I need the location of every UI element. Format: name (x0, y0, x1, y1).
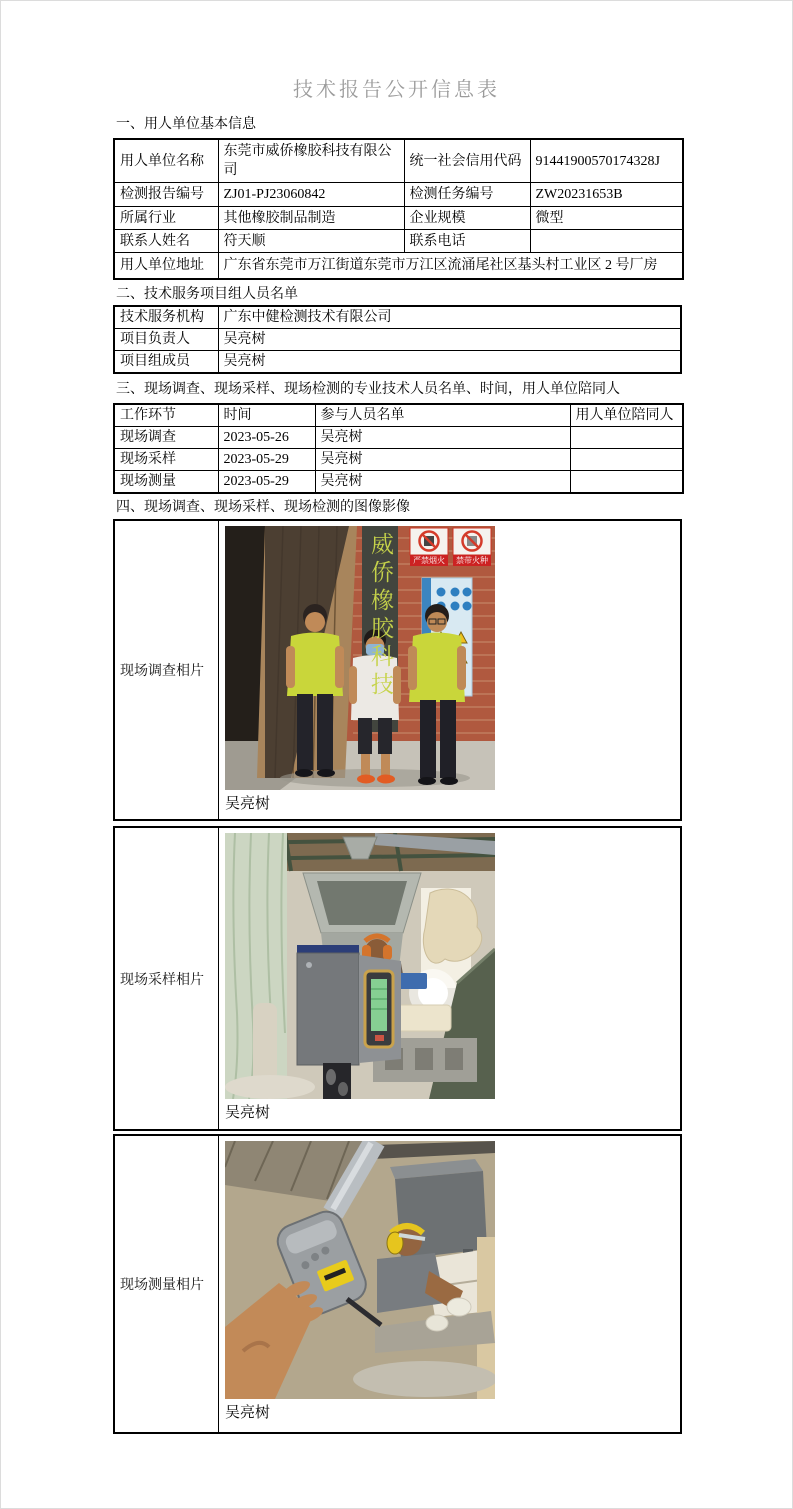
cell-person: 吴亮树 (315, 471, 570, 494)
employer-info-table (113, 138, 684, 280)
cell-escort (570, 449, 683, 471)
cell-label: 企业规模 (404, 207, 530, 230)
survey-photo (225, 526, 495, 790)
photo-label: 现场采样相片 (115, 828, 219, 1129)
cell-label: 用人单位名称 (114, 139, 218, 183)
column-header: 工作环节 (114, 404, 218, 427)
cell-person: 吴亮树 (315, 427, 570, 449)
photo-caption: 吴亮树 (225, 1405, 271, 1421)
cell-date: 2023-05-29 (218, 471, 315, 494)
field-work-table (113, 403, 684, 494)
banner-vertical-text: 威侨橡胶科技 (368, 532, 393, 700)
table-row (114, 139, 683, 183)
column-header: 参与人员名单 (315, 404, 570, 427)
photo-cell (219, 521, 680, 819)
cell-label: 检测报告编号 (114, 183, 218, 207)
sampling-photo-block (113, 826, 682, 1131)
plastic-tub (393, 1005, 451, 1031)
cell-step: 现场采样 (114, 449, 218, 471)
cell-label: 项目负责人 (114, 329, 218, 351)
cell-label: 统一社会信用代码 (404, 139, 530, 183)
no-fire-sign-text: 严禁烟火 (410, 555, 448, 566)
white-glove (426, 1315, 448, 1331)
cell-label: 联系电话 (404, 230, 530, 253)
photo-label: 现场调查相片 (115, 521, 219, 819)
cell-value: 吴亮树 (218, 351, 681, 374)
cell-step: 现场测量 (114, 471, 218, 494)
survey-photo-block (113, 519, 682, 821)
table-row (114, 449, 683, 471)
photo-caption: 吴亮树 (225, 796, 271, 812)
section-heading-field-work: 三、现场调查、现场采样、现场检测的专业技术人员名单、时间，用人单位陪同人 (116, 382, 620, 397)
cell-escort (570, 471, 683, 494)
table-row (114, 253, 683, 280)
section-heading-service-team: 二、技术服务项目组人员名单 (116, 287, 298, 302)
cell-value: ZJ01-PJ23060842 (218, 183, 404, 207)
cell-value: 微型 (530, 207, 683, 230)
cell-label: 项目组成员 (114, 351, 218, 374)
photo-label: 现场测量相片 (115, 1136, 219, 1432)
table-row (114, 230, 683, 253)
white-glove (447, 1298, 471, 1316)
cell-value: 91441900570174328J (530, 139, 683, 183)
measurement-photo-illustration (225, 1141, 495, 1399)
section-heading-employer-info: 一、用人单位基本信息 (116, 117, 256, 132)
cell-label: 技术服务机构 (114, 306, 218, 329)
table-row (114, 183, 683, 207)
sampling-photo-illustration (225, 833, 495, 1099)
table-row (114, 207, 683, 230)
cell-label: 联系人姓名 (114, 230, 218, 253)
cell-escort (570, 427, 683, 449)
cell-label: 检测任务编号 (404, 183, 530, 207)
column-header: 时间 (218, 404, 315, 427)
cell-step: 现场调查 (114, 427, 218, 449)
cell-value: 其他橡胶制品制造 (218, 207, 404, 230)
table-row (114, 329, 681, 351)
cell-value: 吴亮树 (218, 329, 681, 351)
table-row (114, 427, 683, 449)
cell-value: 符天顺 (218, 230, 404, 253)
photo-cell (219, 828, 680, 1129)
cell-value: 广东省东莞市万江街道东莞市万江区流涌尾社区基头村工业区 2 号厂房 (218, 253, 683, 280)
no-lighter-sign-icon (453, 528, 491, 555)
measurement-photo-block (113, 1134, 682, 1434)
measurement-photo (225, 1141, 495, 1399)
sampling-photo (225, 833, 495, 1099)
section-heading-photos: 四、现场调查、现场采样、现场检测的图像影像 (116, 500, 410, 515)
page-title: 技术报告公开信息表 (293, 79, 500, 101)
cell-value: 东莞市威侨橡胶科技有限公司 (218, 139, 404, 183)
cell-person: 吴亮树 (315, 449, 570, 471)
photo-cell (219, 1136, 680, 1432)
photo-caption: 吴亮树 (225, 1105, 271, 1121)
service-team-table (113, 305, 682, 374)
no-fire-sign-icon (410, 528, 448, 555)
cell-value: 广东中健检测技术有限公司 (218, 306, 681, 329)
instrument-screen (371, 979, 387, 1031)
table-row (114, 471, 683, 494)
table-header-row (114, 404, 683, 427)
cell-label: 所属行业 (114, 207, 218, 230)
cell-date: 2023-05-29 (218, 449, 315, 471)
column-header: 用人单位陪同人 (570, 404, 683, 427)
table-row (114, 351, 681, 374)
no-lighter-sign-text: 禁带火种 (453, 555, 491, 566)
cell-date: 2023-05-26 (218, 427, 315, 449)
cell-value (530, 230, 683, 253)
cell-label: 用人单位地址 (114, 253, 218, 280)
cell-value: ZW20231653B (530, 183, 683, 207)
table-row (114, 306, 681, 329)
